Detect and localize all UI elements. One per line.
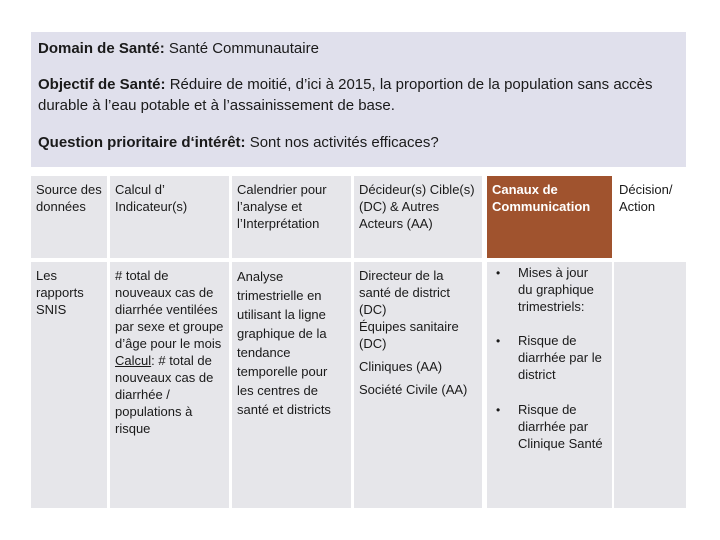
- row-cell-decision: [614, 262, 686, 508]
- row-cell-calendrier: [232, 262, 351, 508]
- decideur-item: Équipes sanitaire (DC): [359, 319, 459, 351]
- row-calendrier-text: Analyse trimestrielle en utilisant la ligne graphique de la tendance temporelle pour les centres de santé et districts: [237, 269, 331, 417]
- question-label: Question prioritaire d‘intérêt:: [38, 134, 246, 151]
- row-calcul-text: # total de nouveaux cas de diarrhée ventilées par sexe et groupe d’âge pour le mois: [115, 268, 224, 351]
- header-cell-source: [31, 176, 107, 258]
- row-cell-calcul: [110, 262, 229, 508]
- question-line: [38, 132, 439, 153]
- header-decision-text: Décision/ Action: [619, 182, 673, 214]
- bullet-icon: •: [496, 334, 501, 348]
- header-cell-decideur: [354, 176, 482, 258]
- header-decideur-text: Décideur(s) Cible(s) (DC) & Autres Acteurs (AA): [359, 182, 475, 231]
- domain-line: [38, 38, 319, 59]
- objective-label: Objectif de Santé:: [38, 76, 166, 93]
- header-calendrier-text: Calendrier pour l’analyse et l’Interprétation: [237, 182, 327, 231]
- row-source-text: Les rapports SNIS: [36, 268, 84, 317]
- row-cell-source: [31, 262, 107, 508]
- header-calcul-text: Calcul d’ Indicateur(s): [115, 182, 188, 214]
- canaux-item: Mises à jour du graphique trimestriels:: [518, 265, 594, 314]
- row-calcul-label: Calcul: [115, 353, 152, 368]
- canaux-item: Risque de diarrhée par Clinique Santé: [518, 402, 603, 451]
- bullet-icon: •: [496, 266, 501, 280]
- row-calcul-formula: : # total de nouveaux cas de diarrhée / populations à risque: [115, 353, 214, 436]
- header-cell-calcul: [110, 176, 229, 258]
- objective-line: [38, 74, 678, 116]
- decideur-item: Cliniques (AA): [359, 359, 443, 374]
- row-decideur-block: [359, 267, 478, 398]
- question-value: Sont nos activités efficaces?: [249, 134, 439, 151]
- header-cell-calendrier: [232, 176, 351, 258]
- row-calcul-block: [115, 267, 225, 437]
- domain-value: Santé Communautaire: [168, 40, 319, 57]
- canaux-item: Risque de diarrhée par le district: [518, 333, 602, 382]
- decideur-item: Directeur de la santé de district (DC): [359, 268, 451, 317]
- decideur-item: Société Civile (AA): [359, 382, 468, 397]
- row-cell-decideur: [354, 262, 482, 508]
- row-cell-canaux: [487, 262, 612, 508]
- header-cell-canaux: [487, 176, 612, 258]
- header-canaux-text: Canaux de Communication: [492, 182, 591, 214]
- header-cell-decision: [614, 176, 686, 258]
- header-source-text: Source des données: [36, 182, 102, 214]
- domain-label: Domain de Santé:: [38, 40, 165, 57]
- objective-value: Réduire de moitié, d’ici à 2015, la proportion de la population sans accès durable à l’eau potable et à l’assainissement de base.: [38, 76, 653, 114]
- bullet-icon: •: [496, 403, 501, 417]
